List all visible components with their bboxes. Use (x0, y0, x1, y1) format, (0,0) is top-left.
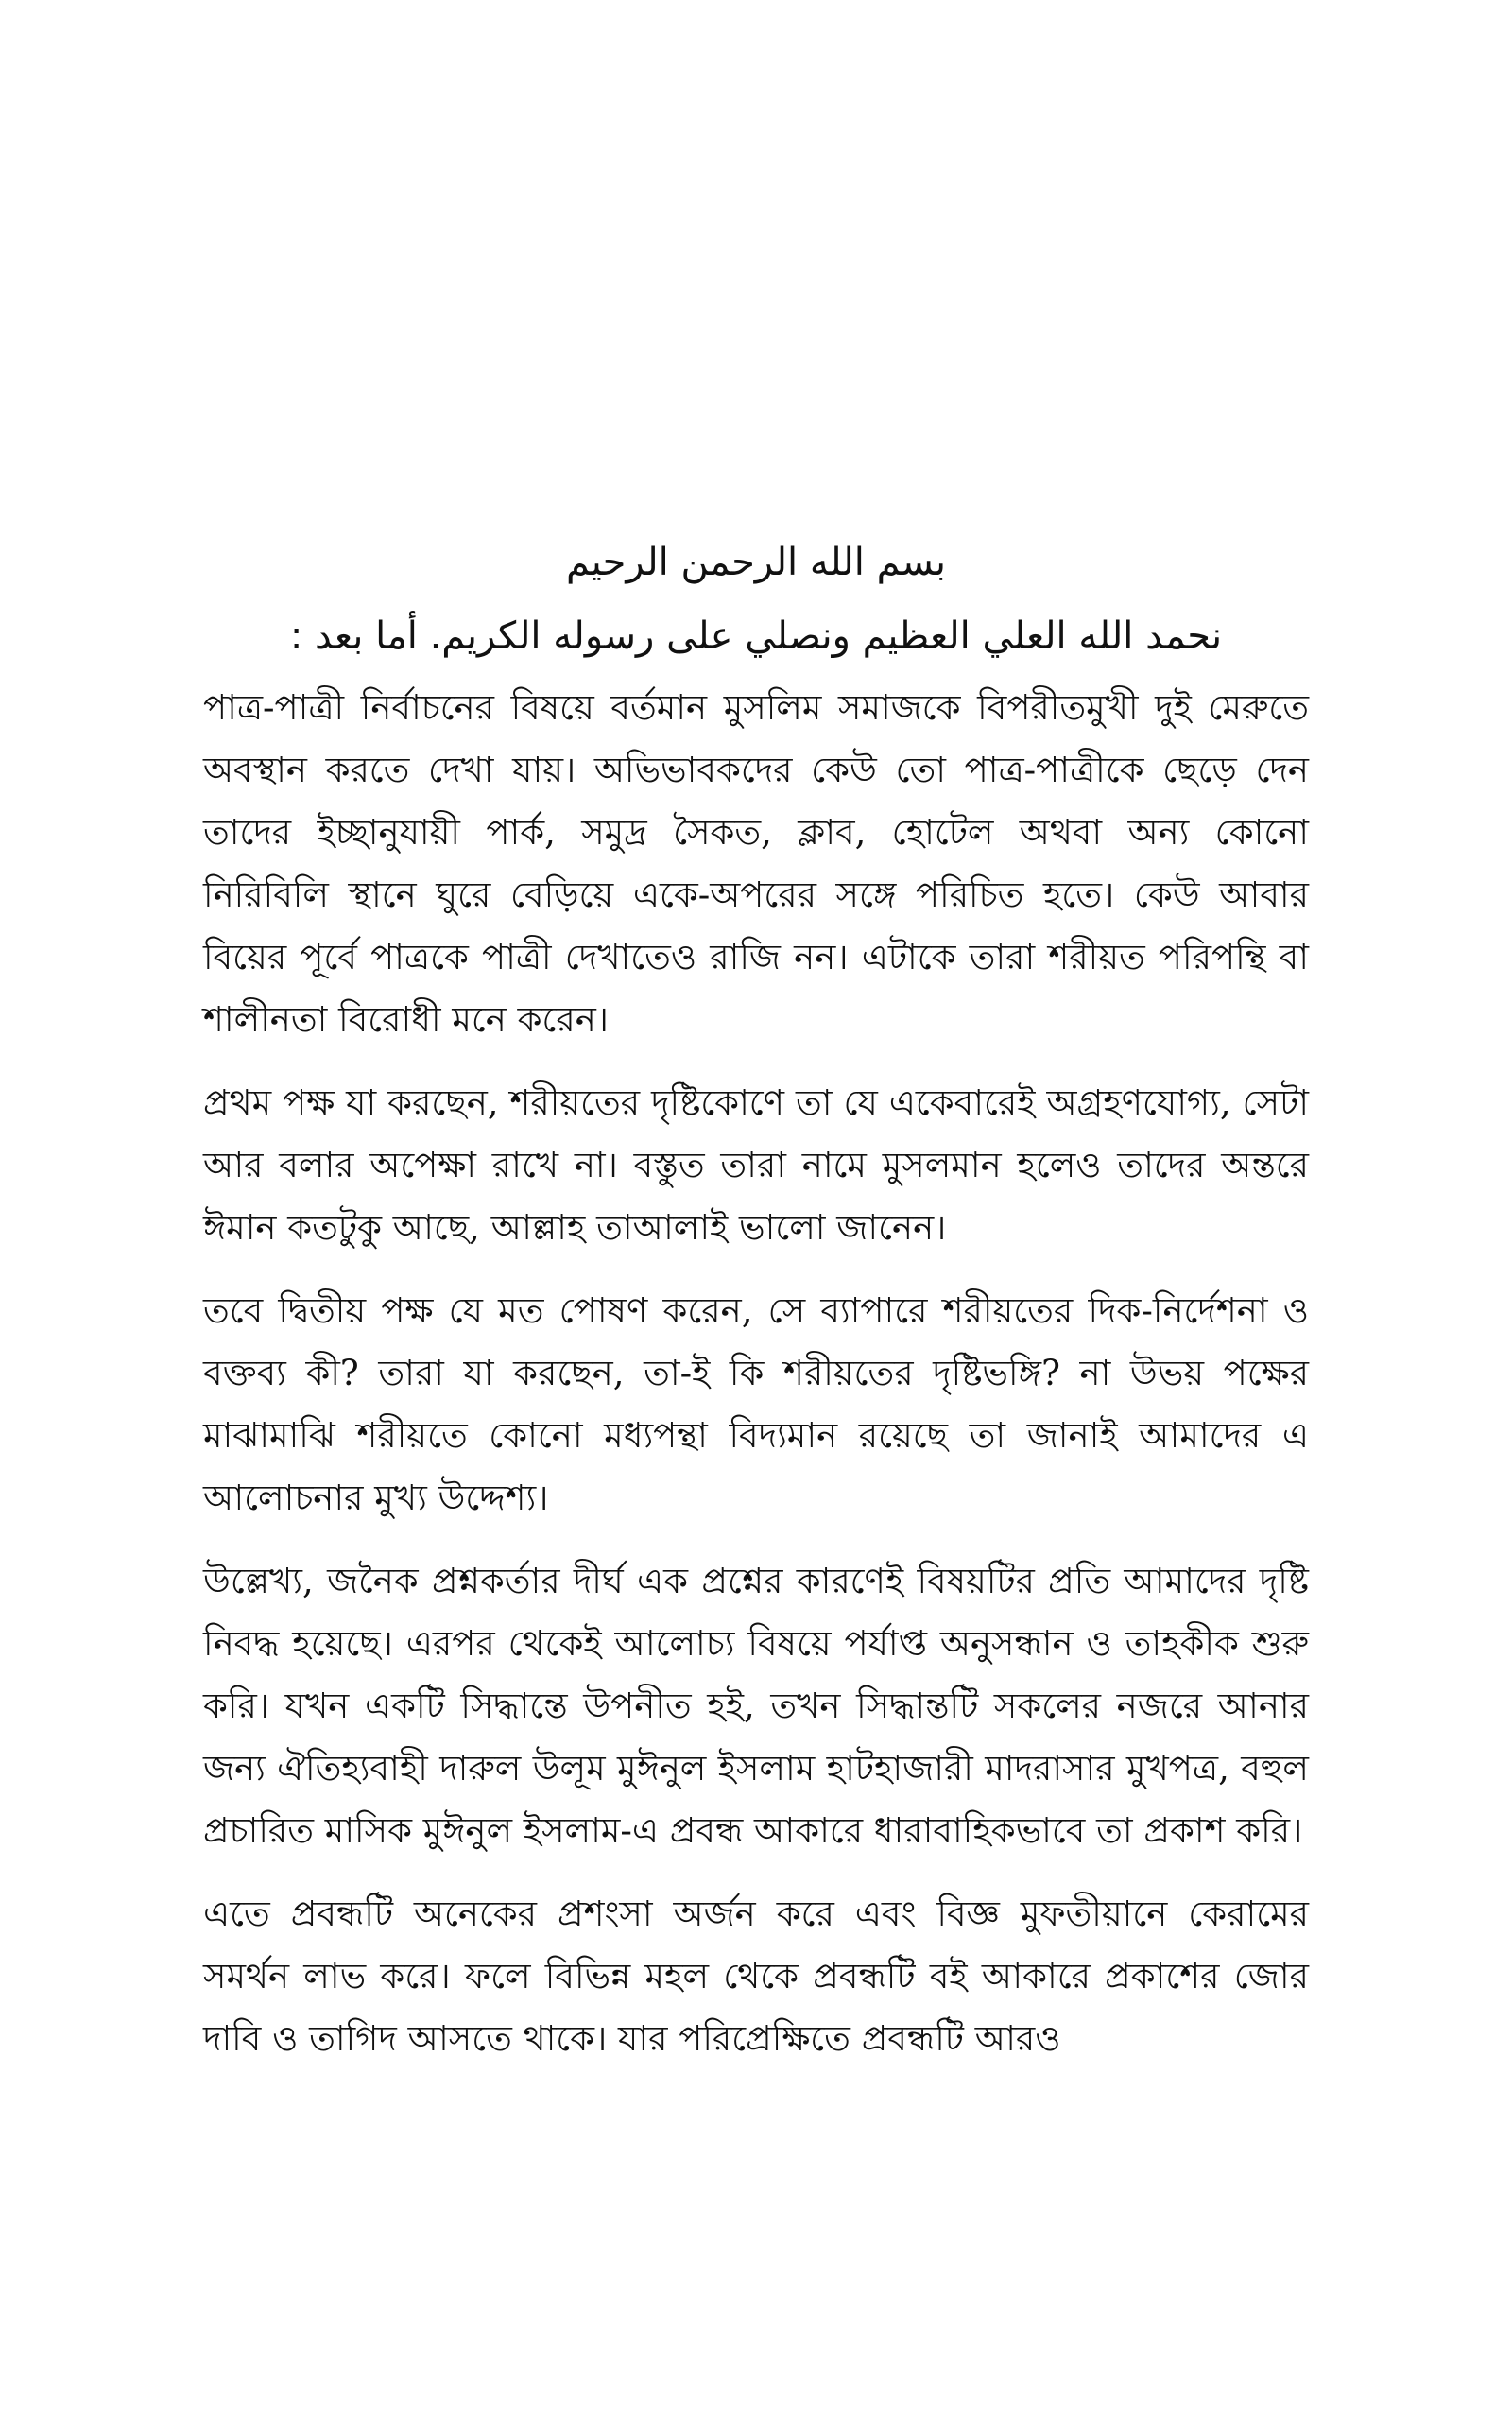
paragraph-5: এতে প্রবন্ধটি অনেকের প্রশংসা অর্জন করে এবং বিজ্ঞ মুফতীয়ানে কেরামের সমর্থন লাভ করে। ফলে বিভিন্ন মহল থেকে প্রবন্ধটি বই আকারে প্রকাশের জোর দাবি ও তাগিদ আসতে থাকে। যার পরিপ্রেক্ষিতে প্রবন্ধটি আরও (203, 1893, 1309, 2059)
paragraph-3: তবে দ্বিতীয় পক্ষ যে মত পোষণ করেন, সে ব্যাপারে শরীয়তের দিক-নির্দেশনা ও বক্তব্য কী? তারা যা করছেন, তা-ই কি শরীয়তের দৃষ্টিভঙ্গি? না উভয় পক্ষের মাঝামাঝি শরীয়তে কোনো মধ্যপন্থা বিদ্যমান রয়েছে তা জানাই আমাদের এ আলোচনার মুখ্য উদ্দেশ্য। (203, 1290, 1309, 1518)
paragraph-1: পাত্র-পাত্রী নির্বাচনের বিষয়ে বর্তমান মুসলিম সমাজকে বিপরীতমুখী দুই মেরুতে অবস্থান করতে দেখা যায়। অভিভাবকদের কেউ তো পাত্র-পাত্রীকে ছেড়ে দেন তাদের ইচ্ছানুযায়ী পার্ক, সমুদ্র সৈকত, ক্লাব, হোটেল অথবা অন্য কোনো নিরিবিলি স্থানে ঘুরে বেড়িয়ে একে-অপরের সঙ্গে পরিচিত হতে। কেউ আবার বিয়ের পূর্বে পাত্রকে পাত্রী দেখাতেও রাজি নন। এটাকে তারা শরীয়ত পরিপন্থি বা শালীনতা বিরোধী মনে করেন। (203, 687, 1309, 1040)
paragraph-4: উল্লেখ্য, জনৈক প্রশ্নকর্তার দীর্ঘ এক প্রশ্নের কারণেই বিষয়টির প্রতি আমাদের দৃষ্টি নিবদ্ধ হয়েছে। এরপর থেকেই আলোচ্য বিষয়ে পর্যাপ্ত অনুসন্ধান ও তাহকীক শুরু করি। যখন একটি সিদ্ধান্তে উপনীত হই, তখন সিদ্ধান্তটি সকলের নজরে আনার জন্য ঐতিহ্যবাহী দারুল উলূম মুঈনুল ইসলাম হাটহাজারী মাদরাসার মুখপত্র, বহুল প্রচারিত মাসিক মুঈনুল ইসলাম-এ প্রবন্ধ আকারে ধারাবাহিকভাবে তা প্রকাশ করি। (203, 1561, 1309, 1851)
basmala-heading: بسم الله الرحمن الرحيم (565, 541, 947, 584)
book-page (203, 529, 1309, 2091)
hamdala-line: نحمد الله العلي العظيم ونصلي على رسوله الكريم. أما بعد : (289, 614, 1223, 658)
paragraph-2: প্রথম পক্ষ যা করছেন, শরীয়তের দৃষ্টিকোণে তা যে একেবারেই অগ্রহণযোগ্য, সেটা আর বলার অপেক্ষা রাখে না। বস্তুত তারা নামে মুসলমান হলেও তাদের অন্তরে ঈমান কতটুকু আছে, আল্লাহ তাআলাই ভালো জানেন। (203, 1082, 1309, 1248)
